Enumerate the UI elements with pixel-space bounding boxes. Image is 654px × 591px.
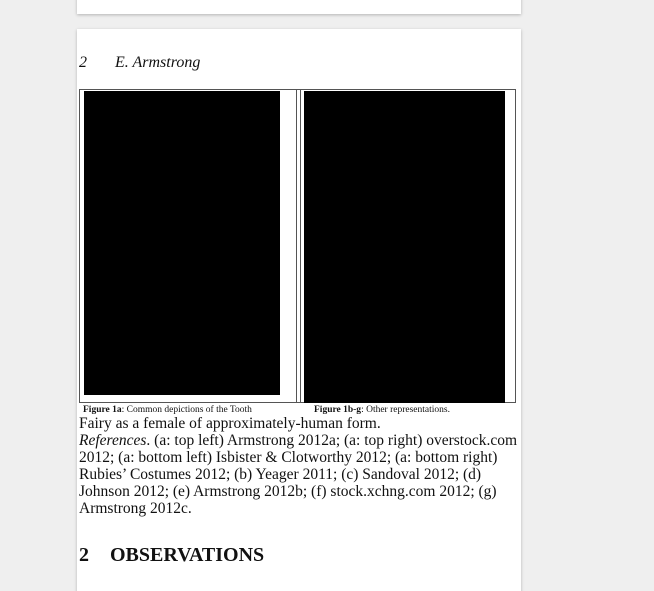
figure-1a-label: Figure 1a <box>83 405 122 415</box>
page-number: 2 <box>79 54 87 71</box>
running-head <box>79 54 200 72</box>
references-label: References <box>79 432 147 449</box>
figure-1b-caption <box>314 405 450 415</box>
figure-1a-image <box>84 91 280 395</box>
references-text: . (a: top left) Armstrong 2012a; (a: top right) overstock.com 2012; (a: bottom left) Isbister & Clotworthy 2012; (a: bottom right) Rubies’ Costumes 2012; (b) Yeager 2011; (c) Sandoval 2012; (d) Johnson 2012; (e) Armstrong 2012b; (f) stock.xchng.com 2012; (g) Armstrong 2012c. <box>79 432 518 517</box>
figure-captions <box>83 405 513 415</box>
figure-1b-label: Figure 1b-g <box>314 405 362 415</box>
current-page <box>77 29 521 591</box>
caption-continuation: Fairy as a female of approximately-human form. <box>79 415 381 432</box>
previous-page <box>77 0 521 14</box>
figure-1a-caption <box>83 405 252 415</box>
figure-divider <box>300 90 301 402</box>
section-heading <box>79 544 264 567</box>
figure-1a-caption-text: : Common depictions of the Tooth <box>121 405 252 415</box>
body-text <box>79 415 519 517</box>
figure-divider <box>296 90 297 402</box>
section-number: 2 <box>79 544 89 566</box>
running-head-author: E. Armstrong <box>115 54 201 71</box>
section-title: OBSERVATIONS <box>110 544 265 566</box>
figure-frame <box>79 89 516 403</box>
figure-1b-image <box>304 91 505 403</box>
figure-1b-caption-text: : Other representations. <box>361 405 450 415</box>
references-paragraph <box>79 432 519 517</box>
